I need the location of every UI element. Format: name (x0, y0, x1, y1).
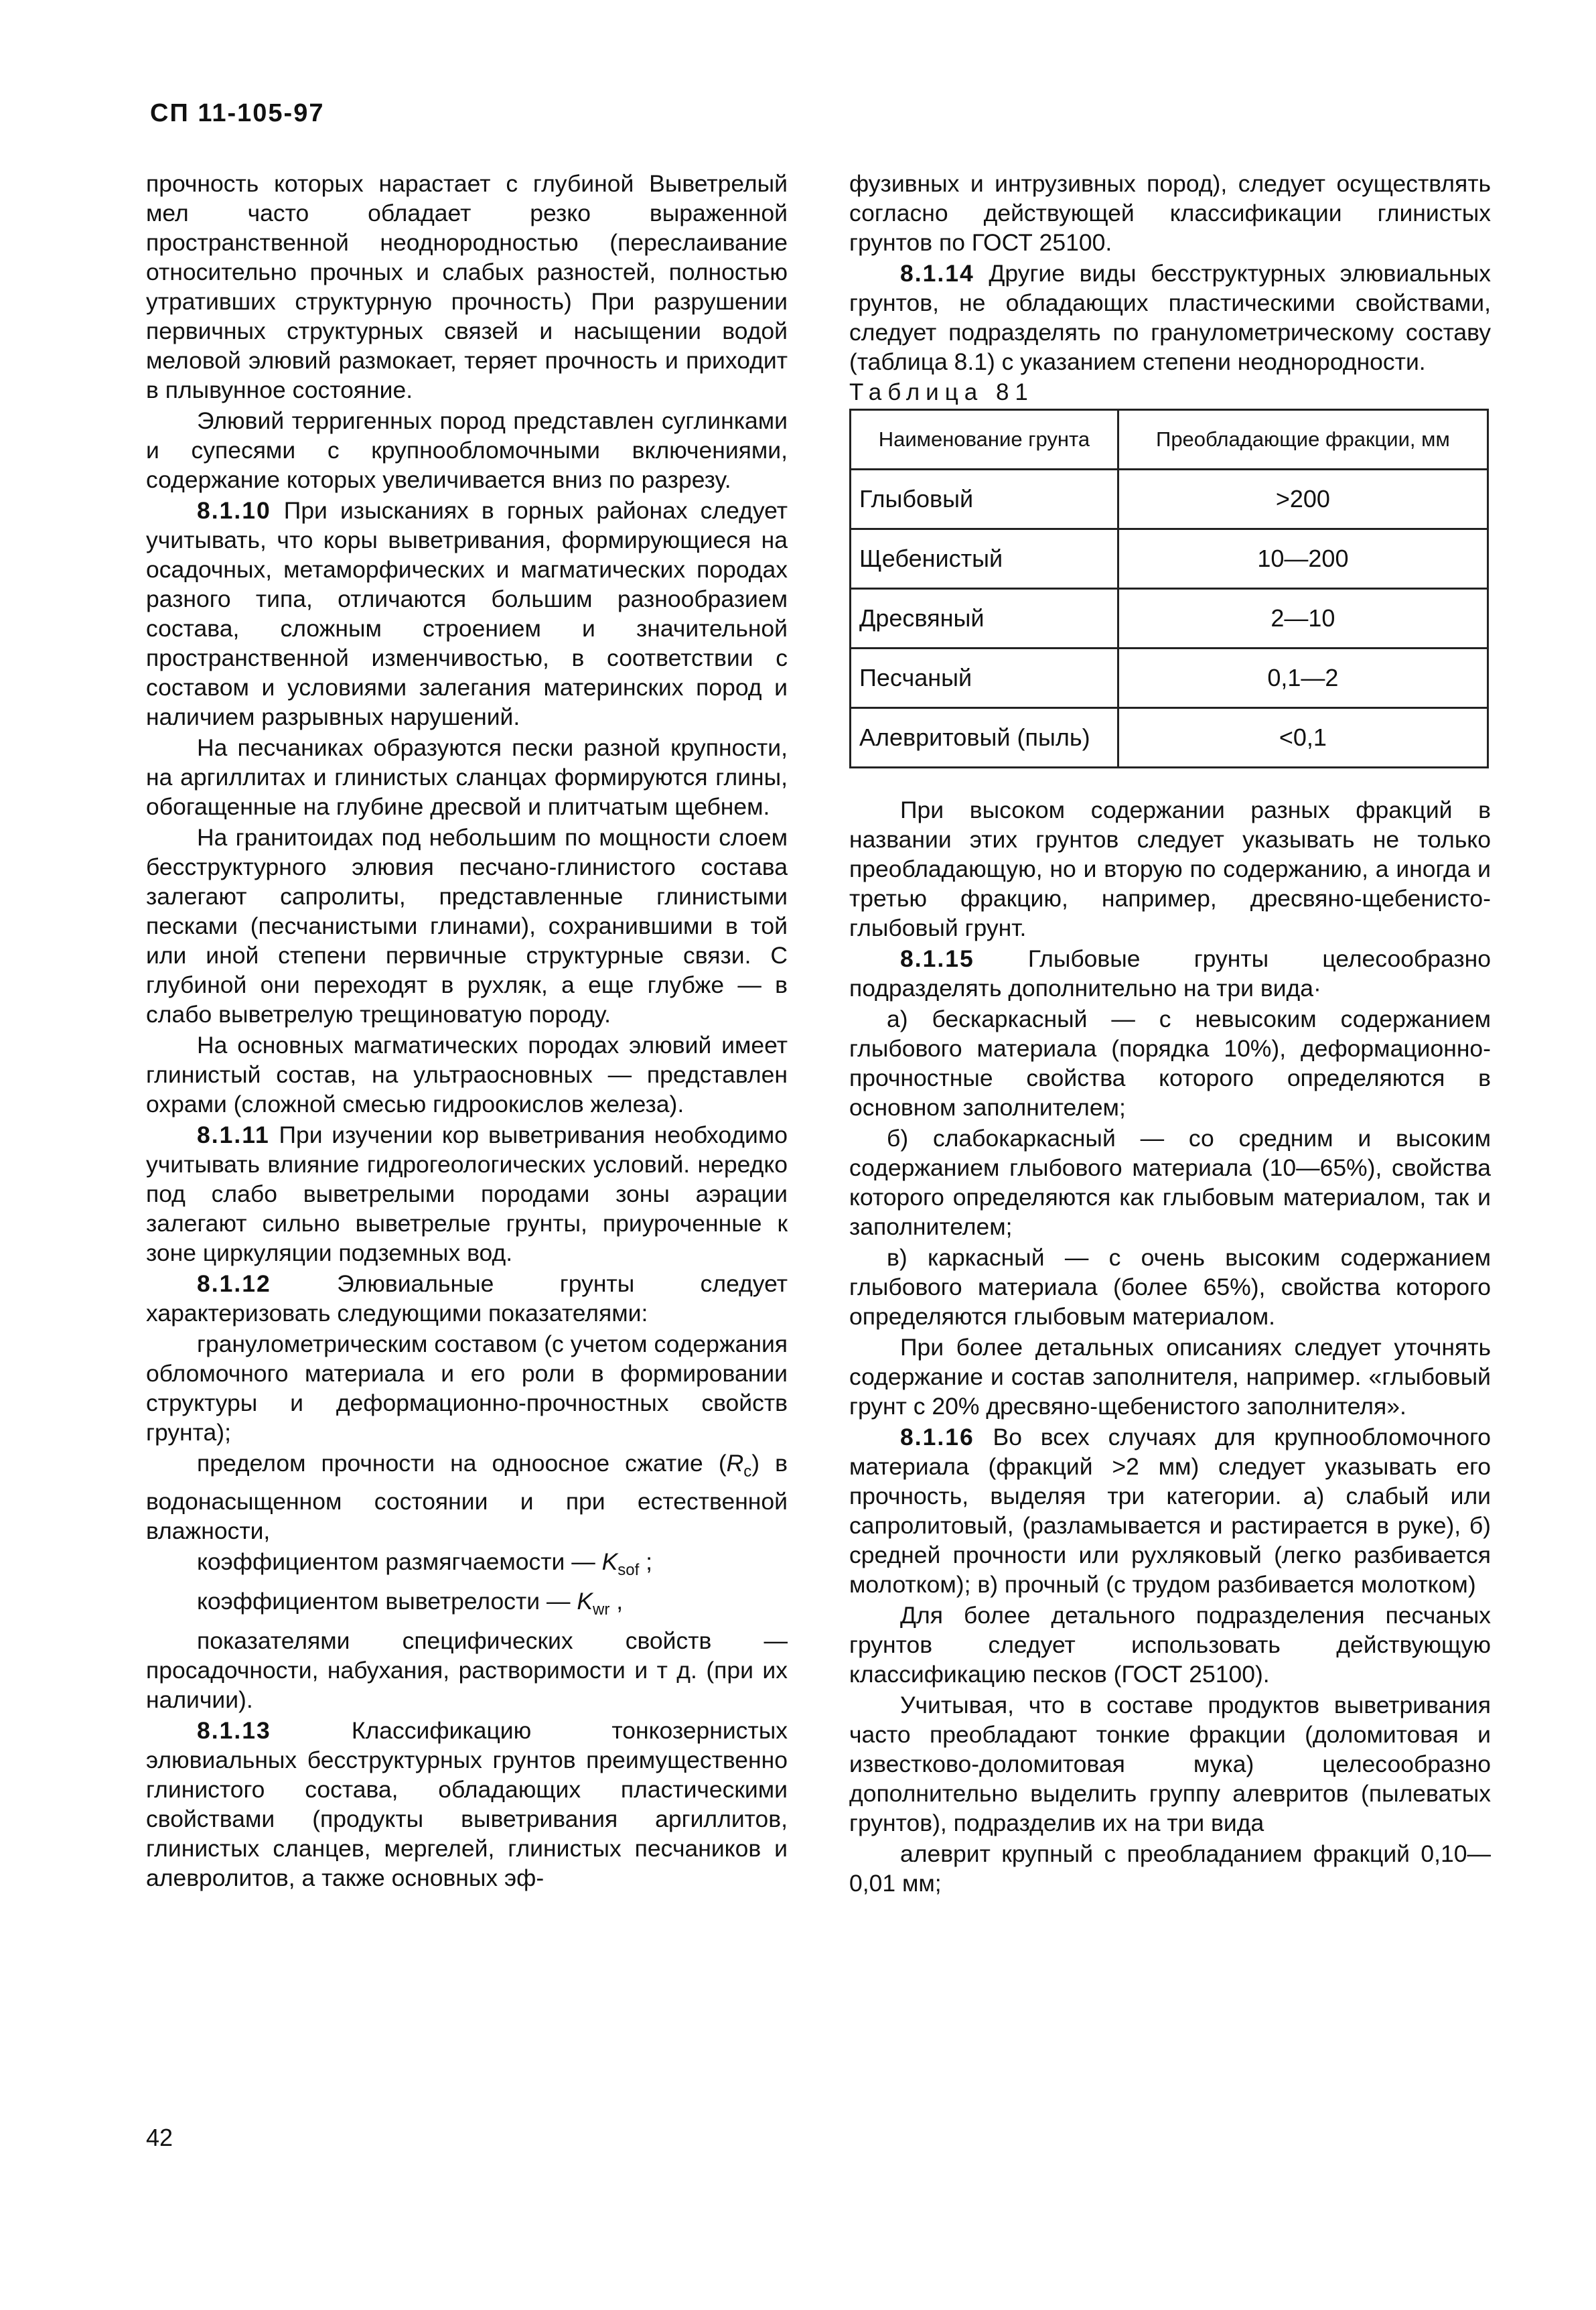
table-row (851, 649, 1488, 708)
paragraph: При более детальных описаниях следует уточнять содержание и состав заполнителя, например. «глыбовый грунт с 20% дресвяно-щебенистого заполнителя». (849, 1334, 1491, 1420)
rc-subscript: c (743, 1463, 752, 1481)
kwr-symbol: K (577, 1588, 593, 1615)
clause-text: Глыбовые грунты целесообразно подразделять дополнительно на три вида· (849, 945, 1491, 1002)
paragraph: Элювий терригенных пород представлен суглинками и супесями с крупнообломочными включениями, содержание которых увеличивается вниз по разрезу. (146, 407, 788, 493)
paragraph: алеврит крупный с преобладанием фракций 0,10—0,01 мм; (849, 1840, 1491, 1897)
clause-text: Классификацию тонкозернистых элювиальных бесструктурных грунтов преимущественно глинистого состава, обладающих пластическими свойствами (продукты выветривания аргиллитов, глинистых сланцев, мергелей, глинистых песчаников и алевролитов, а также основных эф- (146, 1717, 788, 1892)
indicator-text: коэффициентом размягчаемости — (197, 1548, 595, 1576)
formula-paren: ( (718, 1450, 727, 1477)
indicator-text: пределом прочности на одноосное сжатие (197, 1450, 703, 1477)
indicator-granulometric: гранулометрическим составом (с учетом содержания обломочного материала и его роли в формировании структуры и деформационно-прочностных свойств грунта); (146, 1331, 788, 1446)
clause-8-1-13 (146, 1716, 788, 1893)
kwr-subscript: wr (593, 1601, 610, 1619)
paragraph: На гранитоидах под небольшим по мощности слоем бесструктурного элювия песчано-глинистого состава залегают сапролиты, представленные глинистыми песками (песчанистыми глинами), сохранившими в той или иной степени первичные структурные связи. С глубиной они переходят в рухляк, а еще глубже — в слабо выветрелую трещиноватую породу. (146, 824, 788, 1028)
left-column (146, 169, 788, 1894)
table-cell: >200 (1118, 470, 1488, 529)
table-8-1 (849, 409, 1489, 768)
clause-number: 8.1.16 (900, 1424, 974, 1450)
indicator-text-tail: ) в водонасыщенном состоянии и при естественной влажности, (146, 1450, 788, 1545)
table-row (851, 529, 1488, 589)
clause-text: Элювиальные грунты следует характеризовать следующими показателями: (146, 1270, 788, 1327)
list-item: а) бескаркасный — с невысоким содержанием глыбового материала (порядка 10%), деформационно-прочностные свойства которого определяются в основном заполнителем; (849, 1006, 1491, 1121)
clause-text: Во всех случаях для крупнообломочного материала (фракций >2 мм) следует указывать его прочность, выделяя три категории. а) слабый или сапролитовый, (разламывается и растирается в руке), б) средней прочности или рухляковый (легко разбивается молотком); в) прочный (с трудом разбивается молотком) (849, 1424, 1491, 1598)
table-header-cell: Наименование грунта (851, 410, 1118, 470)
table-cell: Глыбовый (851, 470, 1118, 529)
table-row (851, 470, 1488, 529)
clause-text: Другие виды бесструктурных элювиальных грунтов, не обладающих пластическими свойствами, следует подразделять по гранулометрическому составу (таблица 8.1) с указанием степени неоднородности. (849, 260, 1491, 375)
clause-number: 8.1.12 (197, 1270, 271, 1297)
paragraph: фузивных и интрузивных пород), следует осуществлять согласно действующей классификации глинистых грунтов по ГОСТ 25100. (849, 170, 1491, 256)
clause-8-1-10 (146, 496, 788, 732)
table-cell: Алевритовый (пыль) (851, 708, 1118, 768)
list-item: б) слабокаркасный — со средним и высоким содержанием глыбового материала (10—65%), свойства которого определяются как глыбовым материалом, так и заполнителем; (849, 1125, 1491, 1240)
table-row (851, 708, 1488, 768)
indicator-softening (146, 1547, 788, 1585)
rc-symbol: R (726, 1450, 744, 1477)
table-header-cell: Преобладающие фракции, мм (1118, 410, 1488, 470)
clause-number: 8.1.14 (900, 260, 974, 287)
table-cell: 2—10 (1118, 589, 1488, 649)
ksof-subscript: sof (618, 1561, 640, 1580)
clause-number: 8.1.11 (197, 1122, 270, 1148)
formula-tail: ; (639, 1548, 653, 1576)
right-column (849, 169, 1491, 1899)
table-cell: <0,1 (1118, 708, 1488, 768)
indicator-text: коэффициентом выветрелости — (197, 1588, 571, 1615)
table-cell: Дресвяный (851, 589, 1118, 649)
clause-8-1-11 (146, 1120, 788, 1268)
table-cell: Щебенистый (851, 529, 1118, 589)
table-cell: Песчаный (851, 649, 1118, 708)
indicator-compressive-strength (146, 1448, 788, 1546)
table-cell: 0,1—2 (1118, 649, 1488, 708)
clause-number: 8.1.15 (900, 945, 974, 972)
page-number: 42 (146, 2124, 173, 2151)
formula-tail: , (609, 1588, 624, 1615)
ksof-symbol: K (601, 1548, 618, 1576)
paragraph: Учитывая, что в составе продуктов выветривания часто преобладают тонкие фракции (доломитовая и известково-доломитовая мука) целесообразно дополнительно выделить группу алевритов (пылеватых грунтов), подразделив их на три вида (849, 1692, 1491, 1836)
clause-8-1-16 (849, 1422, 1491, 1599)
clause-number: 8.1.13 (197, 1717, 271, 1745)
table-cell: 10—200 (1118, 529, 1488, 589)
paragraph: При высоком содержании разных фракций в названии этих грунтов следует указывать не только преобладающую, но и вторую по содержанию, а иногда и третью фракцию, например, дресвяно-щебенисто-глыбовый грунт. (849, 797, 1491, 941)
clause-8-1-14 (849, 259, 1491, 377)
document-code-header: СП 11-105-97 (150, 99, 325, 127)
clause-text: При изучении кор выветривания необходимо учитывать влияние гидрогеологических условий. нередко под слабо выветрелыми породами зоны аэрации залегают сильно выветрелые грунты, приуроченные к зоне циркуляции подземных вод. (146, 1122, 788, 1266)
clause-text: При изысканиях в горных районах следует учитывать, что коры выветривания, формирующиеся на осадочных, метаморфических и магматических породах разного типа, отличаются большим разнообразием состава, сложным строением и значительной пространственной изменчивостью, в соответствии с составом и условиями залегания материнских пород и наличием разрывных нарушений. (146, 497, 788, 730)
clause-number: 8.1.10 (197, 497, 271, 524)
paragraph: На песчаниках образуются пески разной крупности, на аргиллитах и глинистых сланцах формируются глины, обогащенные на глубине дресвой и плитчатым щебнем. (146, 734, 788, 820)
table-caption: Таблица 81 (849, 379, 1034, 405)
table-header-row (851, 410, 1488, 470)
table-row (851, 589, 1488, 649)
indicator-specific: показателями специфических свойств — просадочности, набухания, растворимости и т д. (при их наличии). (146, 1627, 788, 1714)
paragraph: Для более детального подразделения песчаных грунтов следует использовать действующую классификацию песков (ГОСТ 25100). (849, 1602, 1491, 1688)
indicator-weathering (146, 1586, 788, 1625)
clause-8-1-12 (146, 1269, 788, 1328)
list-item: в) каркасный — с очень высоким содержанием глыбового материала (более 65%), свойства которого определяются глыбовым материалом. (849, 1244, 1491, 1330)
clause-8-1-15 (849, 944, 1491, 1003)
paragraph: На основных магматических породах элювий имеет глинистый состав, на ультраосновных — представлен охрами (сложной смесью гидроокислов железа). (146, 1032, 788, 1117)
paragraph: прочность которых нарастает с глубиной Выветрелый мел часто обладает резко выраженной пространственной неоднородностью (переслаивание относительно прочных и слабых разностей, полностью утративших структурную прочность) При разрушении первичных структурных связей и насыщении водой меловой элювий размокает, теряет прочность и приходит в плывунное состояние. (146, 170, 788, 403)
